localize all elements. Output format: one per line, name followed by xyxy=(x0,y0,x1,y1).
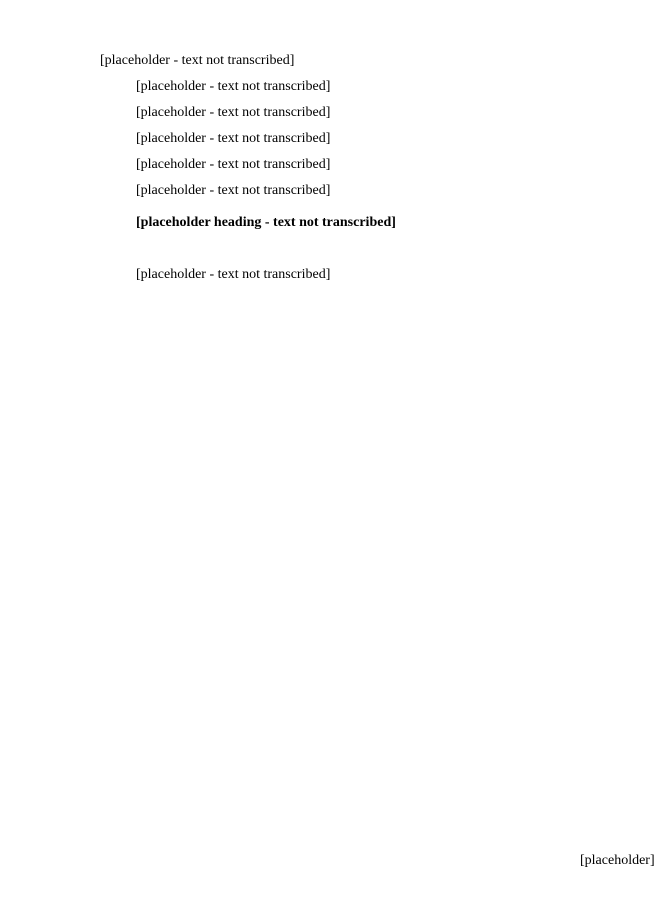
section-heading xyxy=(100,210,598,236)
heading-line: [placeholder heading - text not transcribed] xyxy=(136,215,396,230)
document-body xyxy=(100,48,598,288)
paragraph-list xyxy=(100,48,598,204)
spacer xyxy=(100,236,598,262)
page-number: [placeholder] xyxy=(580,853,655,868)
final-paragraph: [placeholder - text not transcribed] xyxy=(136,267,331,282)
paragraph: [placeholder - text not transcribed] xyxy=(136,131,331,146)
paragraph: [placeholder - text not transcribed] xyxy=(136,105,331,120)
paragraph: [placeholder - text not transcribed] xyxy=(136,157,331,172)
paragraph: [placeholder - text not transcribed] xyxy=(136,183,331,198)
paragraph: [placeholder - text not transcribed] xyxy=(136,79,331,94)
paragraph: [placeholder - text not transcribed] xyxy=(100,53,295,68)
